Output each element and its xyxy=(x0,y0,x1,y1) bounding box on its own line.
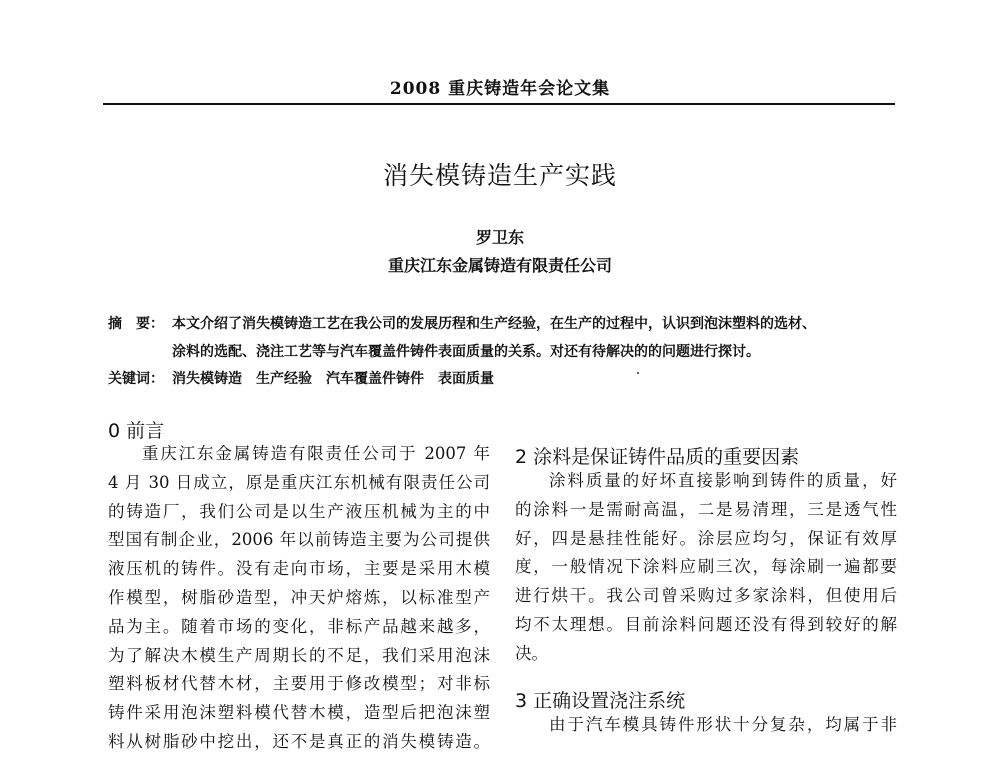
section-0-body xyxy=(108,440,490,757)
section-0-line: 的铸造厂，我们公司是以生产液压机械为主的中 xyxy=(108,501,490,521)
abstract-label: 摘 要： xyxy=(108,316,164,332)
keywords-label: 关键词： xyxy=(108,371,164,387)
section-2-line: 的涂料一是需耐高温，二是易清理，三是透气性 xyxy=(515,499,897,519)
section-2-line: 决。 xyxy=(515,643,548,663)
section-0-line: 型国有制企业，2006 年以前铸造主要为公司提供 xyxy=(108,530,490,550)
abstract-line-1: 本文介绍了消失模铸造工艺在我公司的发展历程和生产经验，在生产的过程中，认识到泡沫塑料的选材、 xyxy=(172,316,816,332)
running-header: 2008 重庆铸造年会论文集 xyxy=(389,79,611,99)
section-2-body xyxy=(515,467,897,669)
section-0-line: 液压机的铸件。没有走向市场，主要是采用木模 xyxy=(108,559,490,579)
header-rule xyxy=(103,103,895,105)
section-2-line: 涂料质量的好坏直接影响到铸件的质量，好 xyxy=(549,471,897,490)
section-2-line: 均不太理想。目前涂料问题还没有得到较好的解 xyxy=(515,614,897,634)
section-0-line: 为了解决木模生产周期长的不足，我们采用泡沫 xyxy=(108,645,490,665)
section-2-line: 好，四是悬挂性能好。涂层应均匀，保证有效厚 xyxy=(515,528,897,548)
section-2-line: 进行烘干。我公司曾采购过多家涂料，但使用后 xyxy=(515,586,897,606)
section-2-line: 度，一般情况下涂料应刷三次，每涂刷一遍都要 xyxy=(515,557,897,577)
scan-speck xyxy=(637,372,639,374)
section-0-line: 料从树脂砂中挖出，还不是真正的消失模铸造。 xyxy=(108,731,490,751)
section-3-line: 由于汽车模具铸件形状十分复杂，均属于非 xyxy=(549,715,897,734)
author-affiliation: 重庆江东金属铸造有限责任公司 xyxy=(387,256,612,275)
section-0-line: 重庆江东金属铸造有限责任公司于 2007 年 xyxy=(142,444,490,463)
keywords-text: 消失模铸造 生产经验 汽车覆盖件铸件 表面质量 xyxy=(172,371,494,387)
section-0-line: 铸件采用泡沫塑料模代替木模，造型后把泡沫塑 xyxy=(108,703,490,723)
section-2-heading: 2 涂料是保证铸件品质的重要因素 xyxy=(515,446,800,468)
section-0-line: 品为主。随着市场的变化，非标产品越来越多， xyxy=(108,616,490,636)
abstract-line-2: 涂料的选配、浇注工艺等与汽车覆盖件铸件表面质量的关系。对还有待解决的的问题进行探讨。 xyxy=(172,344,760,360)
section-0-line: 作模型，树脂砂造型，冲天炉熔炼，以标准型产 xyxy=(108,587,490,607)
section-3-body xyxy=(515,711,897,740)
author-name: 罗卫东 xyxy=(475,228,524,247)
section-3-heading: 3 正确设置浇注系统 xyxy=(515,690,686,712)
paper-title: 消失模铸造生产实践 xyxy=(382,161,617,190)
section-0-line: 塑料板材代替木材，主要用于修改模型；对非标 xyxy=(108,674,490,694)
section-0-line: 4 月 30 日成立，原是重庆江东机械有限责任公司 xyxy=(108,472,490,492)
section-0-heading: 0 前言 xyxy=(108,420,165,442)
